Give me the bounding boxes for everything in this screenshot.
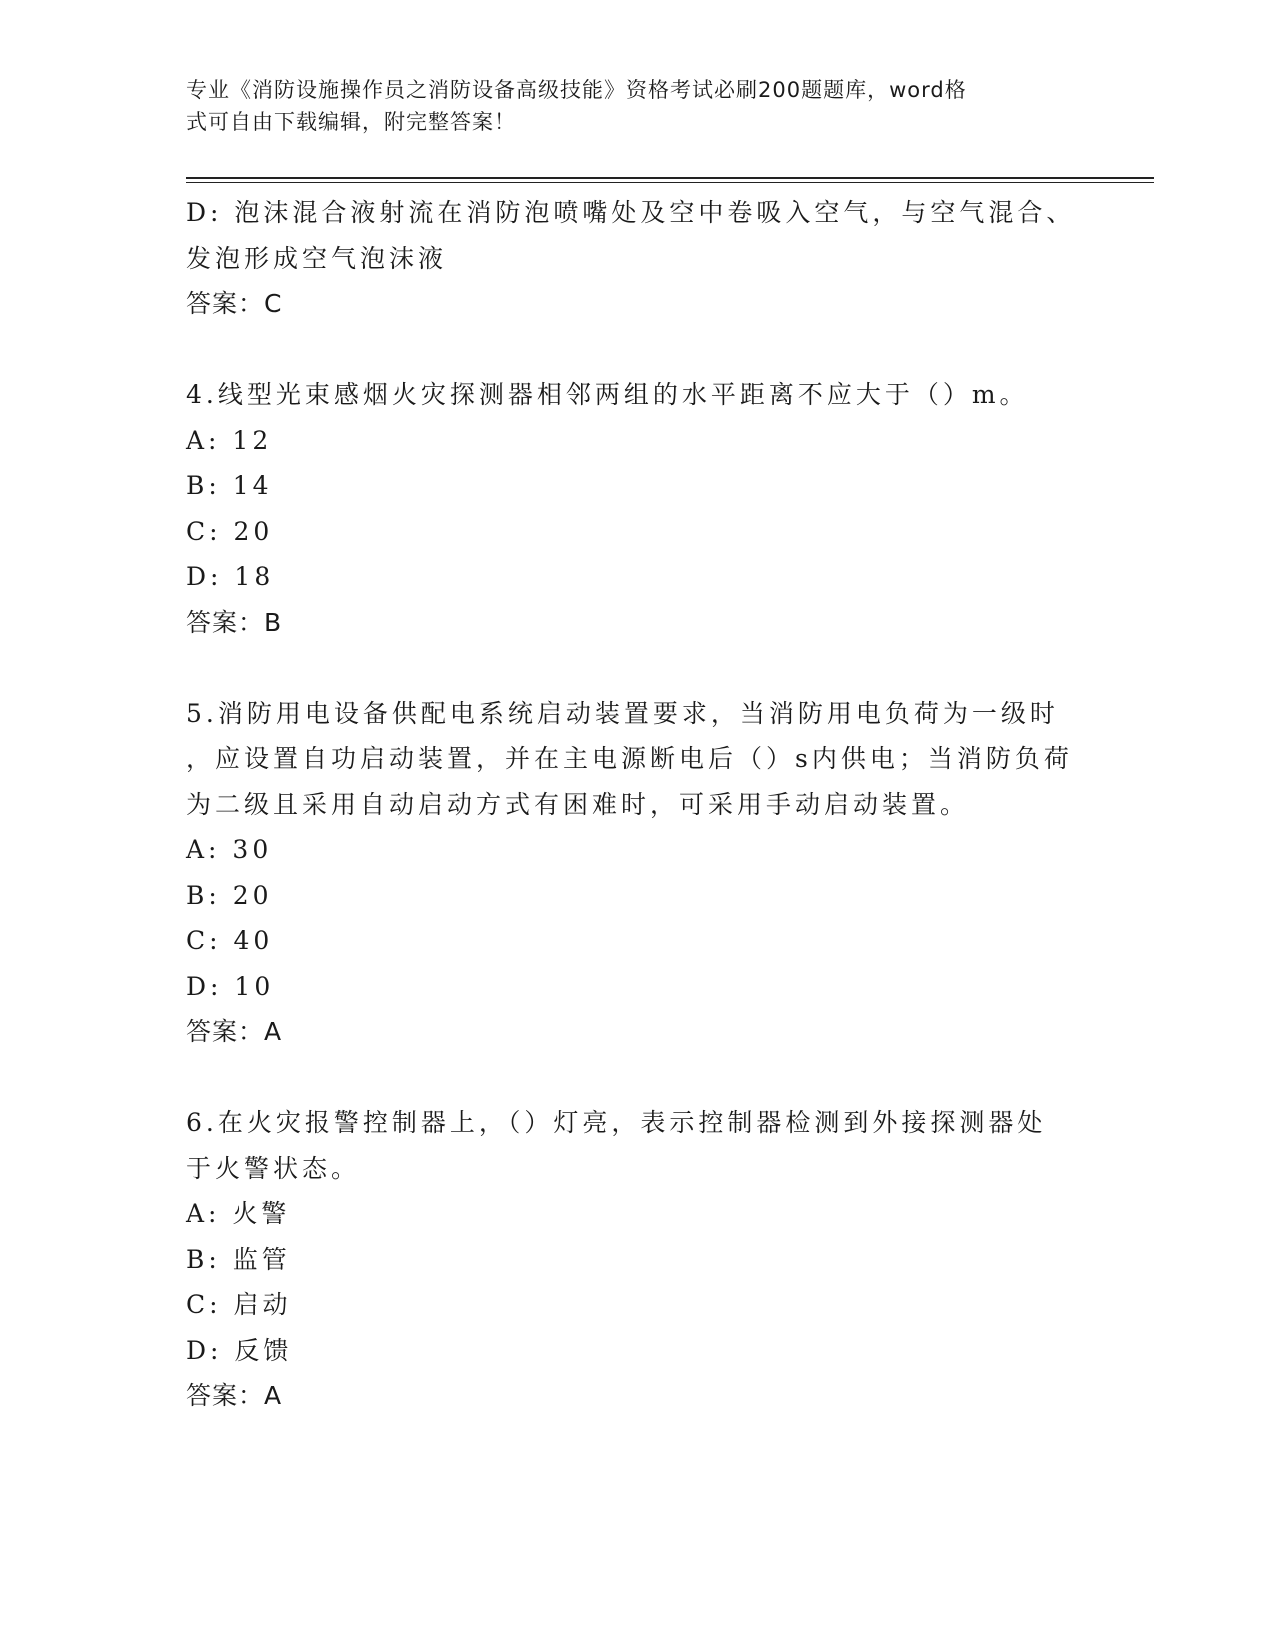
header-divider-thick — [186, 177, 1154, 179]
option-d: D: 18 — [186, 562, 275, 591]
question-list — [186, 190, 1086, 1419]
answer-line: 答案：A — [186, 1381, 283, 1410]
header-line-1: 专业《消防设施操作员之消防设备高级技能》资格考试必刷200题题库，word格 — [186, 78, 967, 102]
option-c: C: 20 — [186, 516, 274, 546]
option-b: B: 14 — [186, 471, 273, 500]
question-6 — [186, 1100, 1086, 1419]
answer-line: 答案：C — [186, 289, 283, 318]
header-line-2: 式可自由下载编辑，附完整答案！ — [186, 110, 516, 134]
option-b: B: 20 — [186, 880, 273, 910]
option-d-line-2: 发泡形成空气泡沫液 — [186, 243, 448, 273]
answer-line: 答案：B — [186, 607, 283, 637]
page-header — [186, 74, 1066, 138]
option-a: A: 火警 — [186, 1199, 291, 1228]
question-stem-line: ，应设置自功启动装置，并在主电源断电后（）s内供电；当消防负荷 — [186, 744, 1073, 773]
question-stem-line: 为二级且采用自动启动方式有困难时，可采用手动启动装置。 — [186, 789, 970, 819]
option-d: D: 10 — [186, 971, 275, 1001]
question-stem-line: 4.线型光束感烟火灾探测器相邻两组的水平距离不应大于（）m。 — [186, 380, 1029, 409]
question-stem-line: 5.消防用电设备供配电系统启动装置要求，当消防用电负荷为一级时 — [186, 698, 1059, 728]
question-5 — [186, 691, 1086, 1055]
question-stem-line: 于火警状态。 — [186, 1153, 361, 1183]
option-a: A: 12 — [186, 425, 273, 455]
option-a: A: 30 — [186, 835, 273, 864]
option-b: B: 监管 — [186, 1244, 291, 1274]
header-divider-thin — [186, 182, 1154, 183]
question-4 — [186, 372, 1086, 645]
option-c: C: 40 — [186, 926, 274, 955]
option-d-line-1: D: 泡沫混合液射流在消防泡喷嘴处及空中卷吸入空气，与空气混合、 — [186, 198, 1076, 227]
option-d: D: 反馈 — [186, 1335, 293, 1365]
previous-question-tail — [186, 190, 1086, 327]
question-stem-line: 6.在火灾报警控制器上，（）灯亮，表示控制器检测到外接探测器处 — [186, 1108, 1047, 1137]
answer-line: 答案：A — [186, 1017, 283, 1046]
option-c: C: 启动 — [186, 1290, 292, 1319]
